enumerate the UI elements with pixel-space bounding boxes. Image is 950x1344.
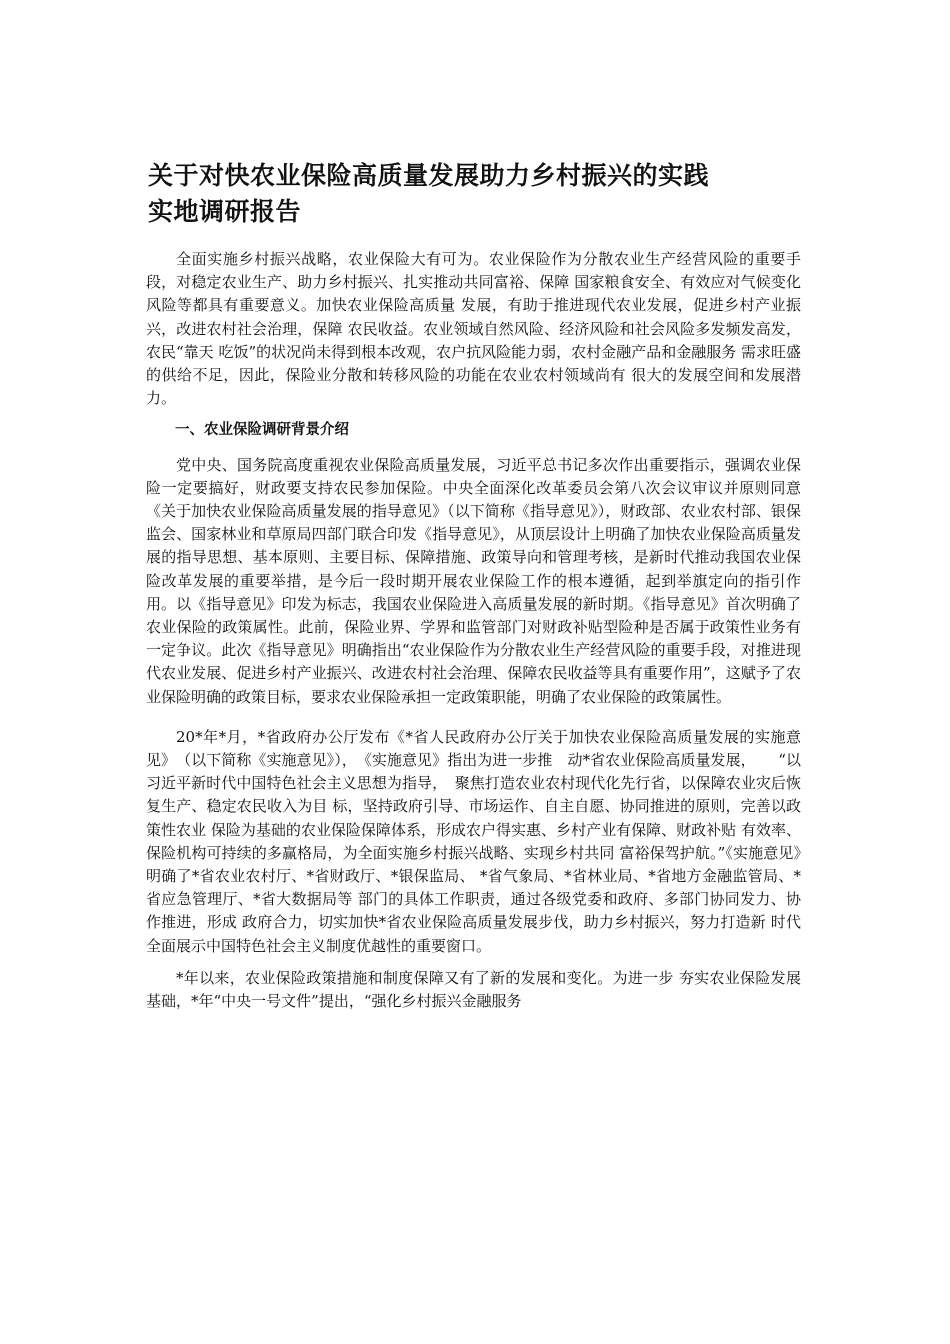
section-heading: 一、农业保险调研背景介绍 [175,422,349,439]
paragraph-developments: *年以来，农业保险政策措施和制度保障又有了新的发展和变化。为进一步 夯实农业保险发展基础，*年“中央一号文件”提出，“强化乡村振兴金融服务 [146,968,801,1011]
document-title [148,158,828,230]
paragraph-background: 党中央、国务院高度重视农业保险高质量发展，习近平总书记多次作出重要指示，强调农业保险一定要搞好，财政要支持农民参加保险。中央全面深化改革委员会第八次会议审议并原则同意《关于加快农业保险高质量发展的指导意见》（以下简称《指导意见》），财政部、农业农村部、银保监会、国家林业和草原局四部门联合印发《指导意见》，从顶层设计上明确了加快农业保险高质量发展的指导思想、基本原则、主要目标、保障措施、政策导向和管理考核，是新时代推动我国农业保险改革发展的重要举措，是今后一段时期开展农业保险工作的根本遵循，起到举旗定向的指引作用。以《指导意见》印发为标志，我国农业保险进入高质量发展的新时期。《指导意见》首次明确了农业保险的政策属性。此前，保险业界、学界和监管部门对财政补贴型险种是否属于政策性业务有一定争议。此次《指导意见》明确指出“农业保险作为分散农业生产经营风险的重要手段，对推进现代农业发展、促进乡村产业振兴、改进农村社会治理、保障农民收益等具有重要作用”，这赋予了农业保险明确的政策目标，要求农业保险承担一定政策职能，明确了农业保险的政策属性。 [146,455,801,706]
document-body [146,248,801,1013]
title-line-1: 关于对快农业保险高质量发展助力乡村振兴的实践 [148,161,710,190]
title-line-2: 实地调研报告 [148,197,302,226]
paragraph-intro: 全面实施乡村振兴战略，农业保险大有可为。农业保险作为分散农业生产经营风险的重要手段，对稳定农业生产、助力乡村振兴、扎实推动共同富裕、保障 国家粮食安全、有效应对气候变化风险等都具有重要意义。加快农业保险高质量 发展，有助于推进现代农业发展，促进乡村产业振兴，改进农村社会治理，保障 农民收益。农业领域自然风险、经济风险和社会风险多发频发高发，农民“靠天 吃饭”的状况尚未得到根本改观，农户抗风险能力弱，农村金融产品和金融服务 需求旺盛的供给不足，因此，保险业分散和转移风险的功能在农业农村领域尚有 很大的发展空间和发展潜力。 [146,250,801,408]
paragraph-implementation: 20*年*月，*省政府办公厅发布《*省人民政府办公厅关于加快农业保险高质量发展的实施意见》 （以下简称《实施意见》）， 《实施意见》指出为进一步推 动*省农业保险高质量发展， “以习近平新时代中国特色社会主义思想为指导， 聚焦打造农业农村现代化先行省，以保障农业灾后恢复生产、稳定农民收入为目 标，坚持政府引导、市场运作、自主自愿、协同推进的原则，完善以政策性农业 保险为基础的农业保险保障体系，形成农户得实惠、乡村产业有保障、财政补贴 有效率、保险机构可持续的多赢格局，为全面实施乡村振兴战略、实现乡村共同 富裕保驾护航。”《实施意见》明确了*省农业农村厅、*省财政厅、*银保监局、 *省气象局、*省林业局、*省地方金融监管局、*省应急管理厅、*省大数据局等 部门的具体工作职责，通过各级党委和政府、多部门协同发力、协作推进，形成 政府合力，切实加快*省农业保险高质量发展步伐，助力乡村振兴，努力打造新 时代全面展示中国特色社会主义制度优越性的重要窗口。 [146,727,801,955]
